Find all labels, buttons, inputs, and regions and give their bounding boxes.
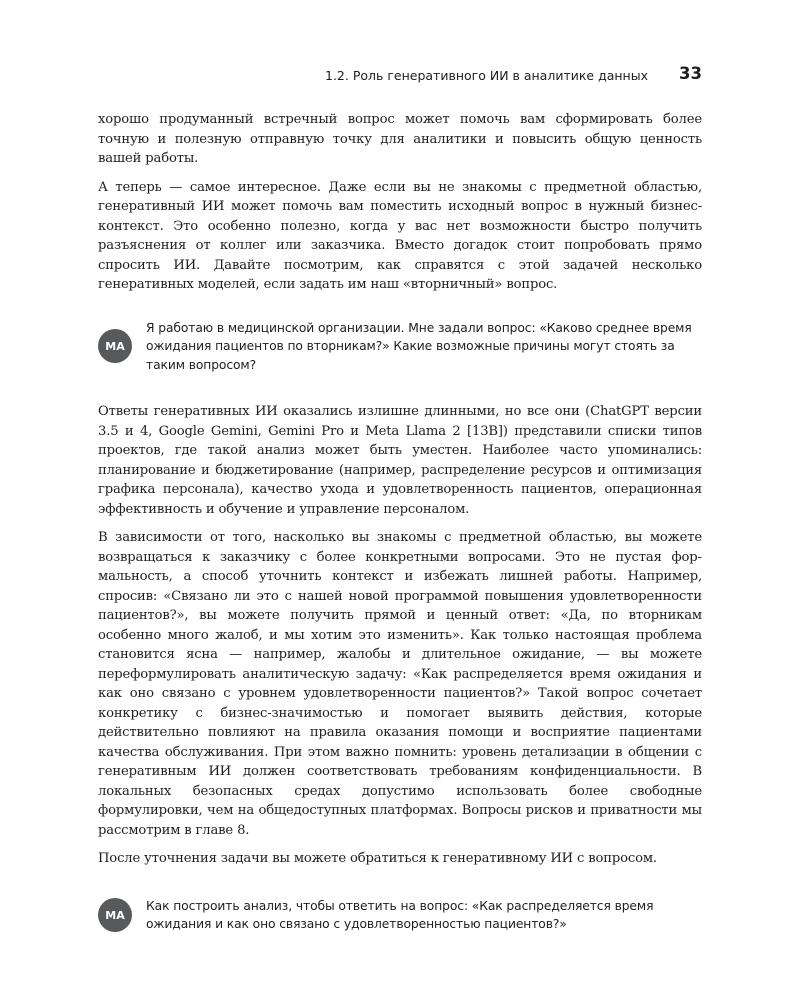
- page-body: [98, 110, 702, 962]
- running-header: [98, 66, 702, 86]
- chapter-section-title: 1.2. Роль генеративного ИИ в аналитике данных: [325, 68, 648, 83]
- user-prompt-text: Я работаю в медицинской организации. Мне задали вопрос: «Каково среднее время ожидания пациентов по вторникам?» Какие возможные причины могут стоять за таким вопросом?: [146, 320, 692, 372]
- paragraph: После уточнения задачи вы можете обратиться к генеративному ИИ с вопросом.: [98, 851, 657, 866]
- paragraph: А теперь — самое интересное. Даже если вы не знакомы с предметной областью, генеративный ИИ может помочь вам поместить исходный вопрос в нужный бизнес-контекст. Это особенно полезно, когда у вас нет возможности быстро получить разъяснения от коллег или заказчика. Вместо догадок стоит попробовать прямо спросить ИИ. Давайте посмотрим, как справятся с этой задачей несколько генеративных моделей, если задать им наш «вторничный» вопрос.: [98, 179, 702, 292]
- user-avatar-icon: MA: [98, 898, 132, 932]
- user-prompt-block: [98, 319, 702, 375]
- user-prompt-block: [98, 897, 702, 934]
- page-number: 33: [679, 64, 702, 83]
- user-avatar-icon: MA: [98, 329, 132, 363]
- paragraph: В зависимости от того, насколько вы знакомы с предметной областью, вы можете возвращаться к заказчику с более конкретными вопросами. Это не пустая формальность, а способ уточнить контекст и избежать лишней работы. Например, спросив: «Связано ли это с нашей новой программой повышения удовлетворенности пациентов?», вы можете получить прямой и ценный ответ: «Да, по вторникам особенно много жалоб, и мы хотим это изменить». Как только настоящая проблема становится ясна — например, жалобы и длительное ожидание, — вы можете переформулировать аналитическую задачу: «Как распределяется время ожидания и как оно связано с уровнем удовлетворенности пациентов?» Такой вопрос сочетает конкретику с бизнес-значимостью и помогает выявить действия, которые действительно повлияют на правила оказания помощи и восприятие пациентами качества обслуживания. При этом важно помнить: уровень детализации в общении с генеративным ИИ должен соответствовать требованиям конфиденциальности. В локальных безопасных средах допустимо использовать более свободные формулировки, чем на общедоступных платформах. Вопросы рисков и приватности мы рассмотрим в главе 8.: [98, 530, 702, 838]
- user-prompt-text: Как построить анализ, чтобы ответить на вопрос: «Как распределяется время ожидания и как оно связано с удовлетворенностью пациентов?»: [146, 898, 654, 931]
- paragraph: Ответы генеративных ИИ оказались излишне длинными, но все они (ChatGPT версии 3.5 и 4, Google Gemini, Gemini Pro и Meta Llama 2 [13B]) представили списки типов проектов, где такой анализ может быть уместен. Наиболее часто упоминались: планирование и бюджетирование (например, распределение ресурсов и оптимизация графика персонала), качество ухода и удовлетворенность пациентов, операционная эффективность и обучение и управление персоналом.: [98, 404, 702, 517]
- paragraph: хорошо продуманный встречный вопрос может помочь вам сформировать более точную и полезную отправную точку для аналитики и повысить общую ценность вашей работы.: [98, 112, 702, 166]
